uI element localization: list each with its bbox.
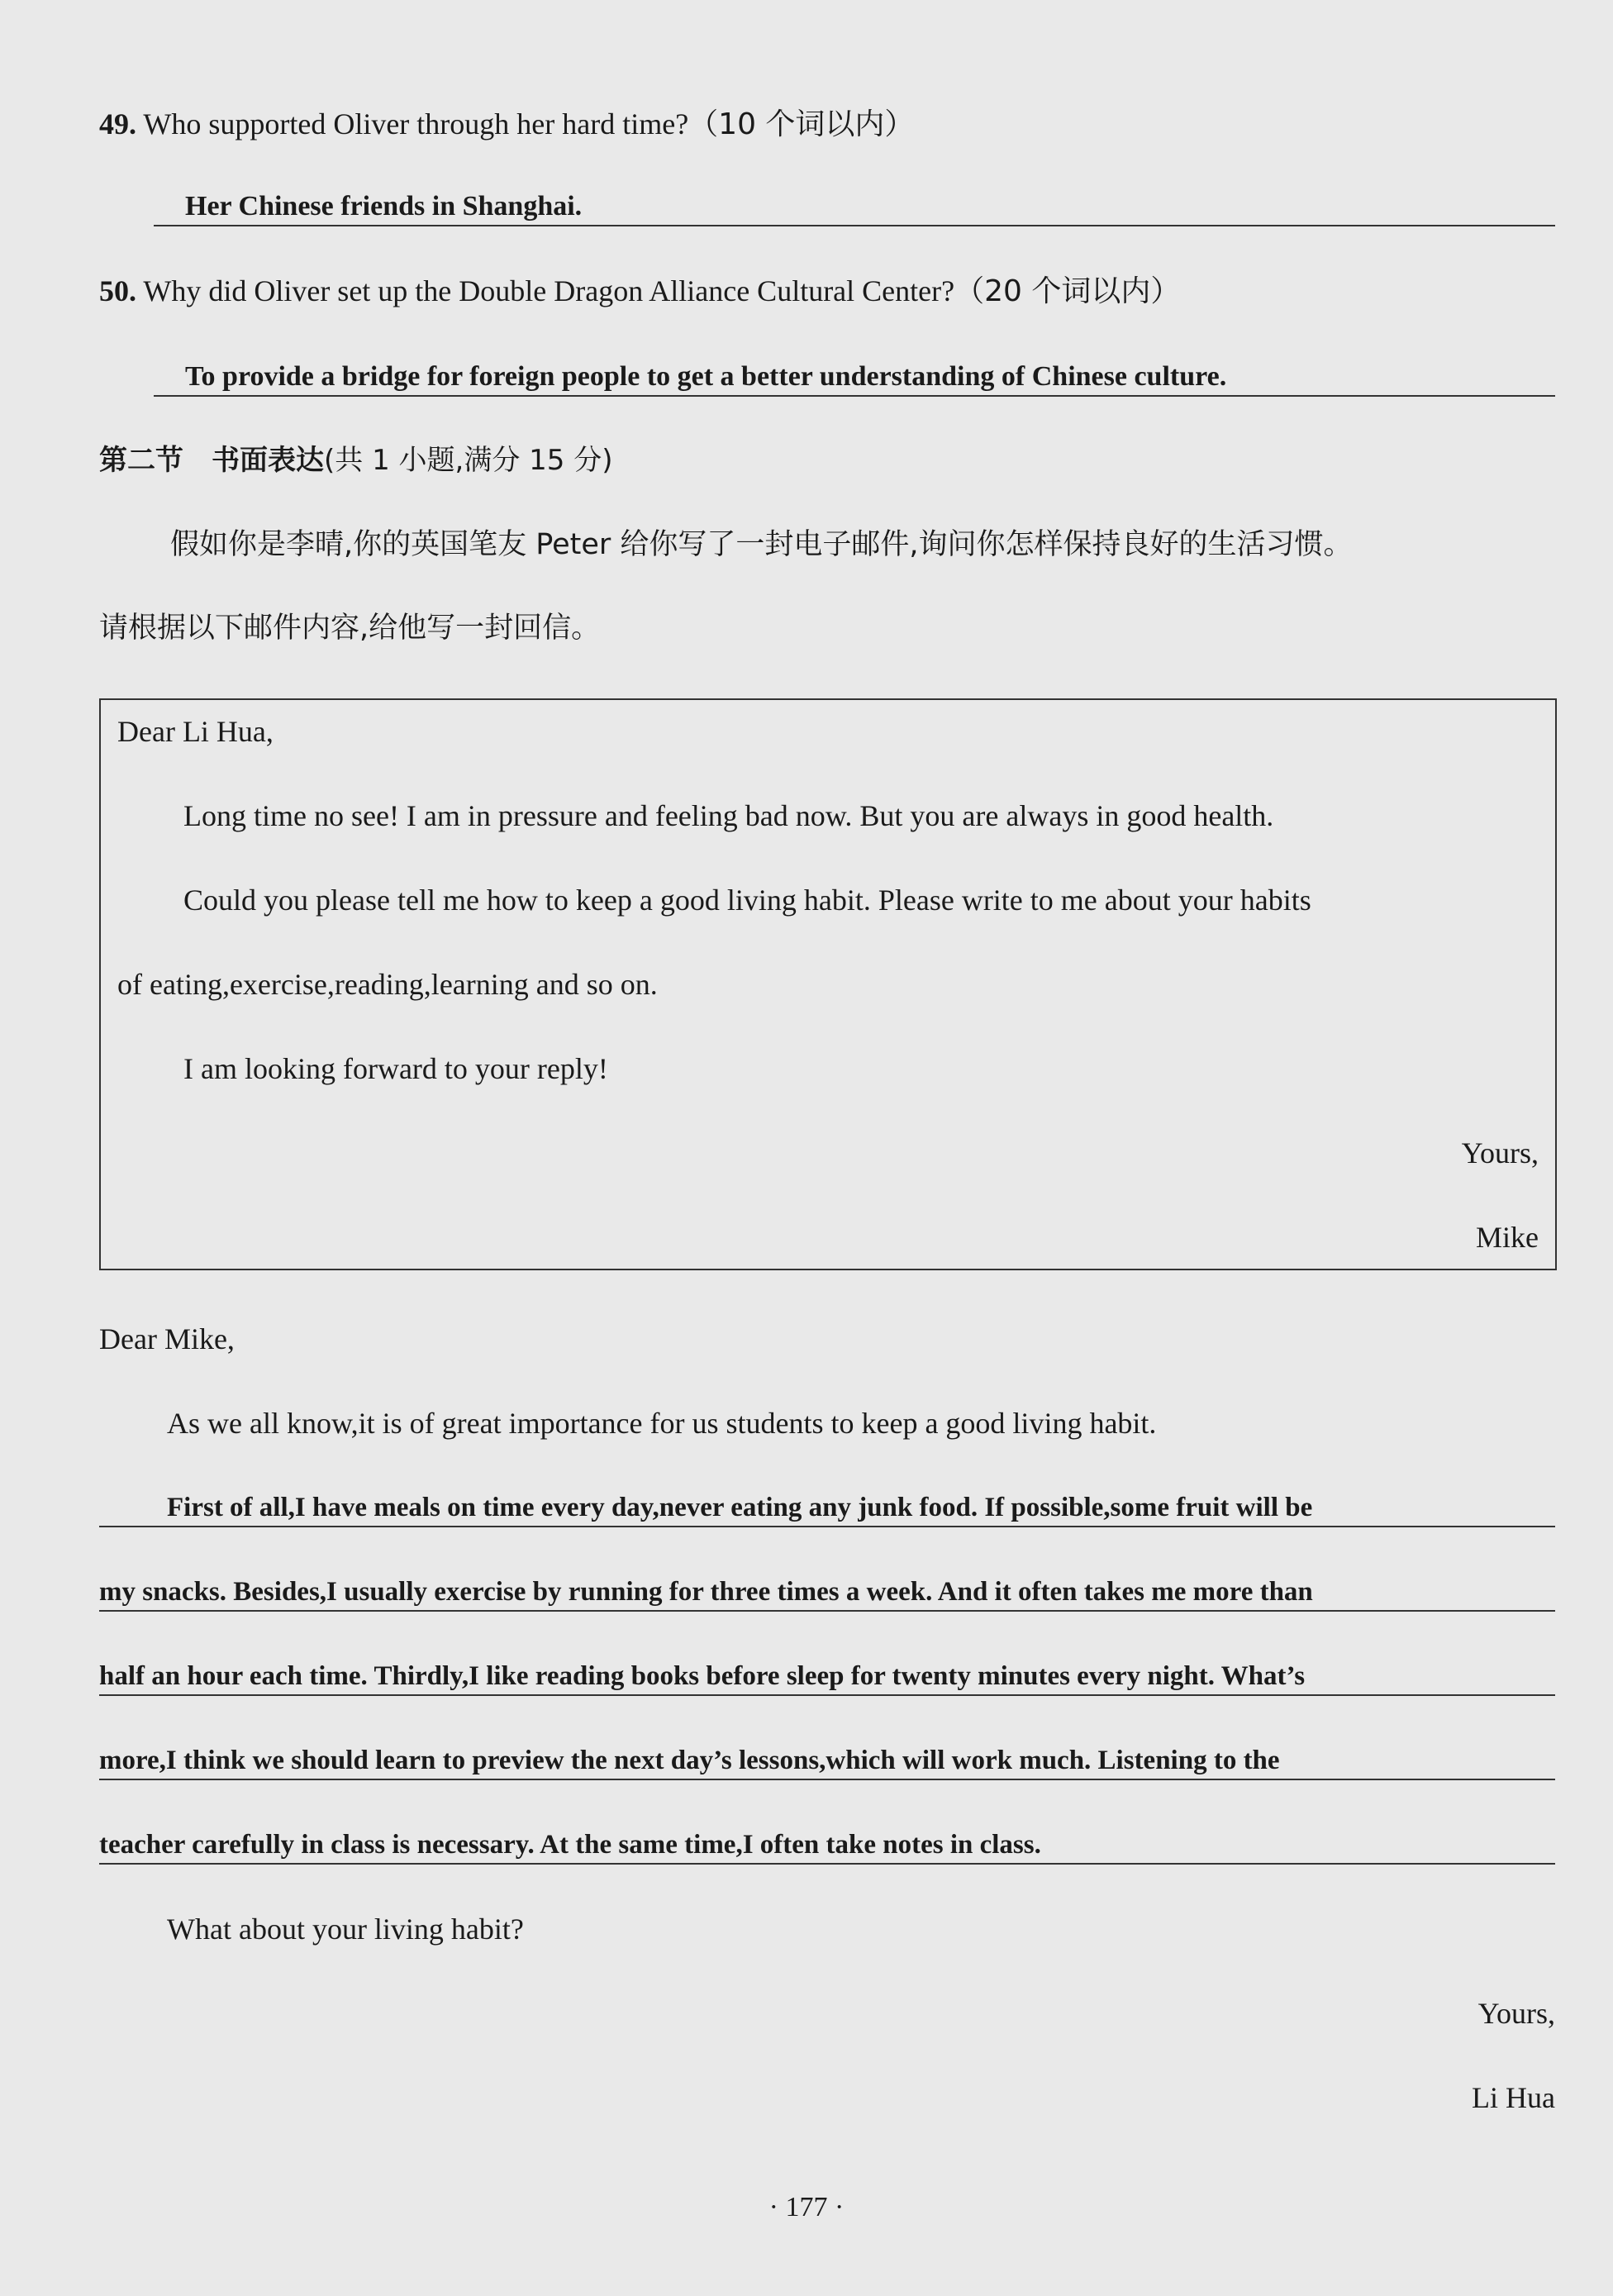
prompt-line-2: 请根据以下邮件内容,给他写一封回信。: [99, 612, 601, 645]
reply-question: What about your living habit?: [167, 1913, 524, 1946]
section-title: 第二节 书面表达: [99, 444, 324, 477]
reply-closing: Yours,: [1477, 1997, 1555, 2030]
answer-50: To provide a bridge for foreign people to get a better understanding of Chinese culture.: [154, 359, 1555, 397]
email-signature: Mike: [1476, 1221, 1539, 1254]
email-line-3: of eating,exercise,reading,learning and so on.: [117, 968, 658, 1001]
reply-intro: As we all know,it is of great importance for us students to keep a good living habit.: [167, 1407, 1157, 1440]
question-49-limit: （10 个词以内）: [688, 107, 915, 141]
reply-signature: Li Hua: [1472, 2081, 1555, 2114]
question-50: [99, 273, 1180, 310]
question-49-number: 49.: [99, 107, 136, 141]
question-50-text: Why did Oliver set up the Double Dragon Alliance Cultural Center?: [143, 274, 955, 307]
reply-answer-line-1: First of all,I have meals on time every day,never eating any junk food. If possible,some fruit will be: [99, 1489, 1555, 1527]
page-number: · 177 ·: [768, 2192, 845, 2222]
question-49: [99, 106, 914, 143]
question-49-text: Who supported Oliver through her hard time?: [143, 107, 689, 141]
reply-answer-line-2: my snacks. Besides,I usually exercise by running for three times a week. And it often takes me more than: [99, 1574, 1555, 1612]
reply-answer-line-4: more,I think we should learn to preview the next day’s lessons,which will work much. Listening to the: [99, 1742, 1555, 1780]
email-line-1: Long time no see! I am in pressure and feeling bad now. But you are always in good health.: [183, 799, 1274, 832]
email-closing: Yours,: [1461, 1136, 1539, 1169]
prompt-line-1: 假如你是李晴,你的英国笔友 Peter 给你写了一封电子邮件,询问你怎样保持良好的生活习惯。: [170, 528, 1353, 561]
email-line-4: I am looking forward to your reply!: [183, 1052, 608, 1085]
reply-answer-line-3: half an hour each time. Thirdly,I like reading books before sleep for twenty minutes every night. What’s: [99, 1658, 1555, 1696]
section-info: (共 1 小题,满分 15 分): [324, 444, 613, 477]
email-greeting: Dear Li Hua,: [117, 715, 274, 748]
answer-49: Her Chinese friends in Shanghai.: [154, 188, 1555, 226]
reply-answer-line-5: teacher carefully in class is necessary. At the same time,I often take notes in class.: [99, 1827, 1555, 1865]
reply-greeting: Dear Mike,: [99, 1322, 235, 1355]
question-50-limit: （20 个词以内）: [954, 274, 1181, 308]
email-line-2: Could you please tell me how to keep a good living habit. Please write to me about your habits: [183, 884, 1311, 917]
email-box: [99, 698, 1557, 1270]
question-50-number: 50.: [99, 274, 136, 307]
section-heading: [99, 441, 612, 479]
